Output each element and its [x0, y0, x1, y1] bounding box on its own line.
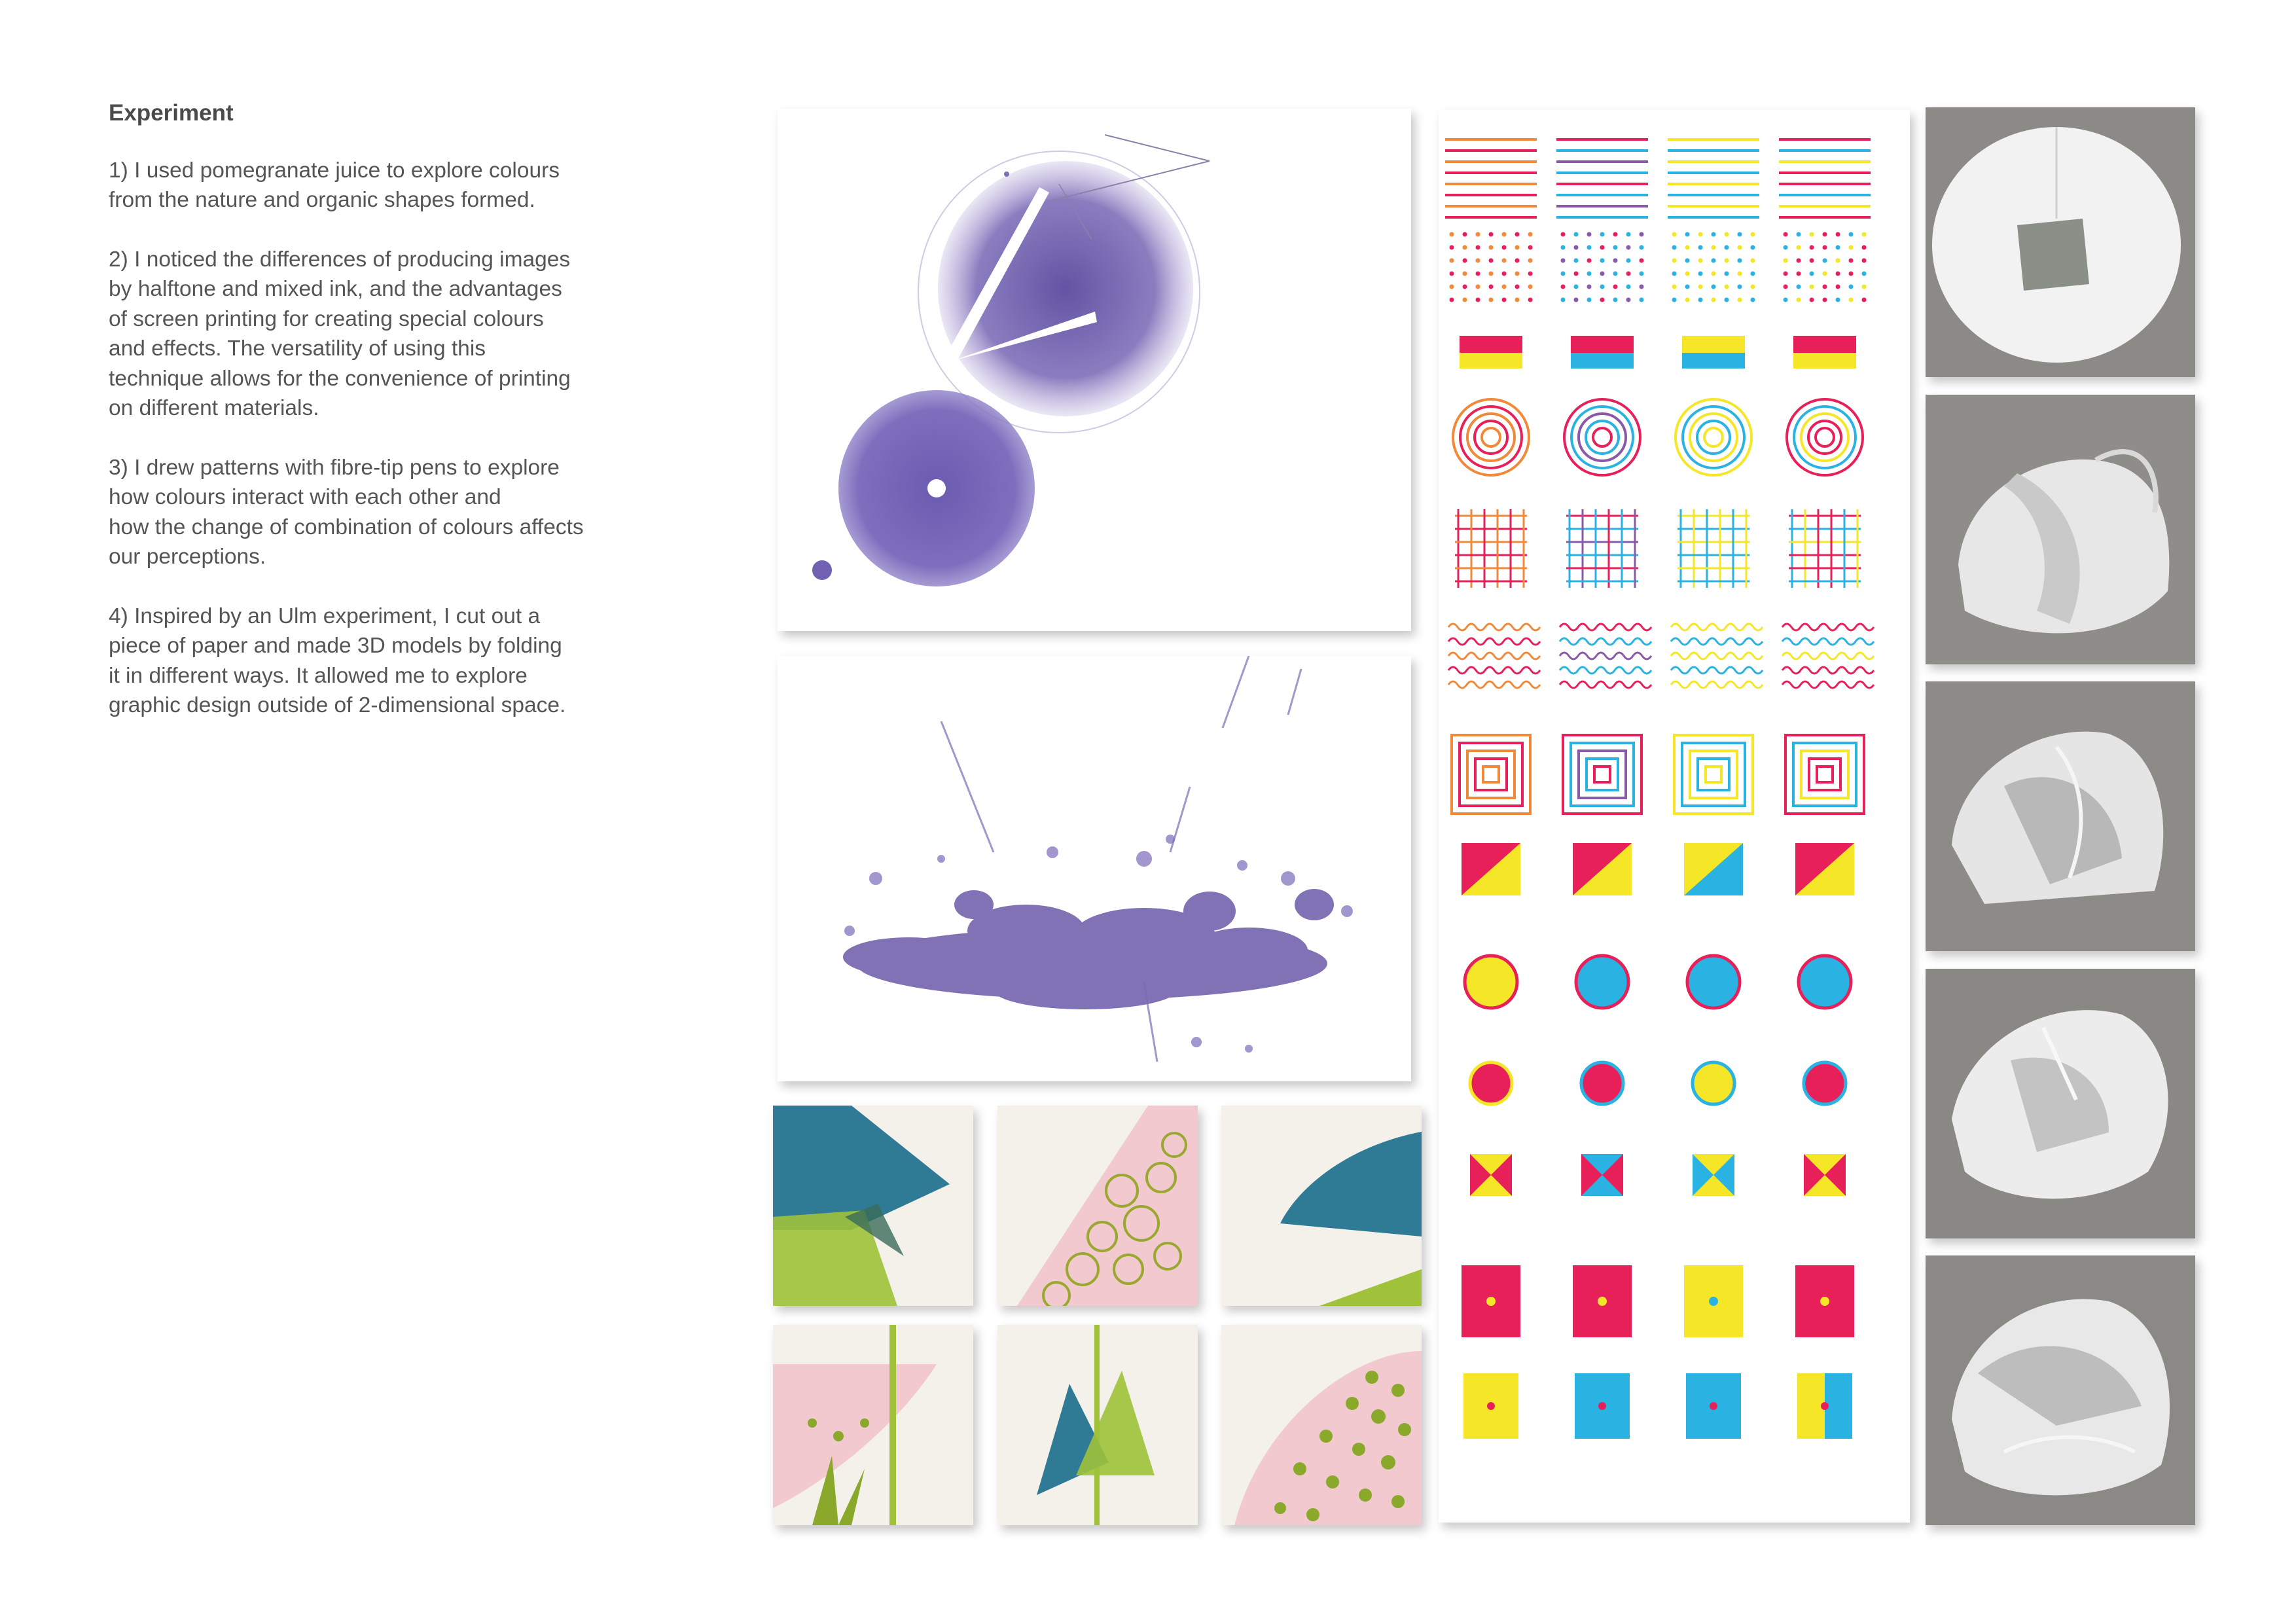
pen-pattern-swatch [1463, 1373, 1518, 1439]
juice-circles-art [778, 109, 1411, 631]
pen-pattern-swatch [1804, 1154, 1846, 1196]
print-tile-5 [997, 1325, 1198, 1525]
print-tile-1 [773, 1106, 973, 1306]
folded-paper-photo-4-art [1926, 969, 2195, 1238]
pen-pattern-art [1439, 110, 1910, 1523]
print-tile-4-art [773, 1325, 973, 1525]
pen-pattern-swatch [1460, 336, 1522, 369]
folded-paper-photo-5-art [1926, 1255, 2195, 1525]
pen-pattern-swatch [1693, 1062, 1734, 1104]
pen-pattern-swatch [1684, 843, 1743, 895]
pen-pattern-sheet [1439, 110, 1910, 1523]
print-tile-2 [997, 1106, 1198, 1306]
pen-pattern-swatch [1576, 956, 1628, 1008]
paragraph-fibre-tip: 3) I drew patterns with fibre-tip pens to explore how colours interact with each other and how the change of combination of colours affects our perceptions. [109, 455, 584, 569]
experiment-text [109, 98, 658, 750]
pen-pattern-swatch [1795, 843, 1854, 895]
pen-pattern-swatch [1797, 1373, 1852, 1439]
pen-pattern-swatch [1575, 1373, 1630, 1439]
pen-pattern-swatch [1793, 336, 1856, 369]
folded-paper-photo-3 [1926, 681, 2195, 951]
print-tile-4 [773, 1325, 973, 1525]
pen-pattern-swatch [1795, 1265, 1854, 1337]
juice-splatter-art [778, 656, 1411, 1081]
pen-pattern-swatch [1581, 1154, 1623, 1196]
folded-paper-photo-1-art [1926, 107, 2195, 377]
pen-pattern-swatch [1687, 956, 1740, 1008]
pen-pattern-swatch [1682, 336, 1745, 369]
pen-pattern-swatch [1684, 1265, 1743, 1337]
pen-pattern-swatch [1804, 1062, 1846, 1104]
print-tile-6 [1221, 1325, 1422, 1525]
pen-pattern-swatch [1470, 1062, 1512, 1104]
folded-paper-photo-2-art [1926, 395, 2195, 664]
paragraph-ulm: 4) Inspired by an Ulm experiment, I cut out a piece of paper and made 3D models by folding it in different ways. It allowed me to explore graphic design outside of 2-dimensional space. [109, 604, 566, 717]
pen-pattern-swatch [1573, 1265, 1632, 1337]
folded-paper-photo-2 [1926, 395, 2195, 664]
pen-pattern-swatch [1462, 1265, 1520, 1337]
print-tile-5-art [997, 1325, 1198, 1525]
juice-splatter-image [778, 656, 1411, 1081]
print-tile-6-art [1221, 1325, 1422, 1525]
juice-circles-image [778, 109, 1411, 631]
paragraph-screen-printing: 2) I noticed the differences of producing images by halftone and mixed ink, and the advantages of screen printing for creating special colours and effects. The versatility of using this technique allows for the convenience of printing on different materials. [109, 247, 571, 420]
pen-pattern-swatch [1799, 956, 1851, 1008]
pen-pattern-swatch [1465, 956, 1517, 1008]
print-tile-3 [1221, 1106, 1422, 1306]
pen-pattern-swatch [1573, 843, 1632, 895]
pen-pattern-swatch [1693, 1154, 1734, 1196]
print-tile-2-art [997, 1106, 1198, 1306]
folded-paper-photo-5 [1926, 1255, 2195, 1525]
pen-pattern-swatch [1462, 843, 1520, 895]
print-tile-1-art [773, 1106, 973, 1306]
pen-pattern-swatch [1470, 1154, 1512, 1196]
pen-pattern-swatch [1571, 336, 1634, 369]
folded-paper-photo-4 [1926, 969, 2195, 1238]
folded-paper-photo-1 [1926, 107, 2195, 377]
folded-paper-photo-3-art [1926, 681, 2195, 951]
paragraph-juice: 1) I used pomegranate juice to explore colours from the nature and organic shapes formed. [109, 158, 560, 212]
experiment-heading: Experiment [109, 100, 234, 126]
pen-pattern-swatch [1581, 1062, 1623, 1104]
print-tile-3-art [1221, 1106, 1422, 1306]
pen-pattern-swatch [1686, 1373, 1741, 1439]
